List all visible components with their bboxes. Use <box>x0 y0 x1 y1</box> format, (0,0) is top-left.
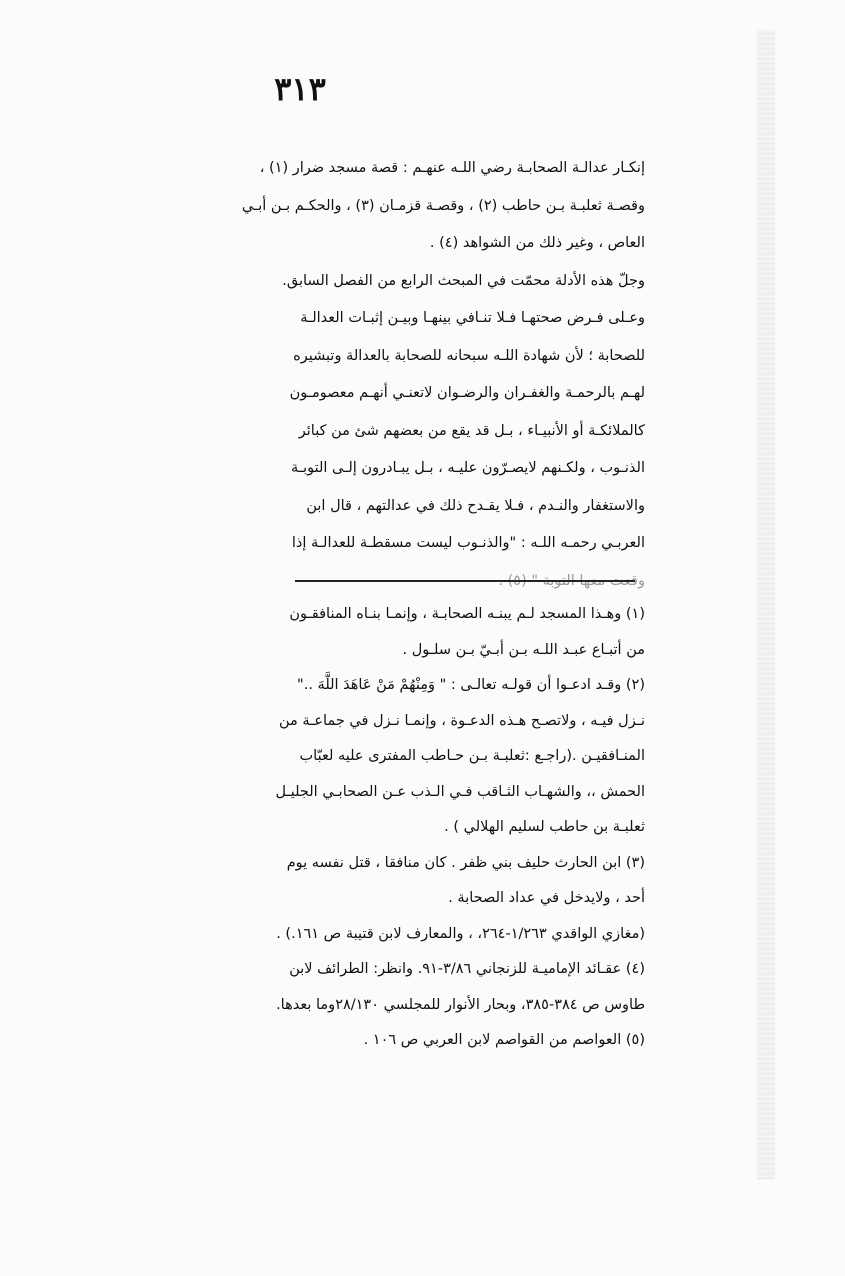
footnote-line: (٢) وقـد ادعـوا أن قولـه تعالـى : " وَمِنْهُمْ مَنْ عَاهَدَ اللَّهَ .." <box>297 677 645 693</box>
body-line: العاص ، وغير ذلك من الشواهد (٤) . <box>429 235 645 251</box>
body-line: وقصـة ثعلبـة بـن حاطب (٢) ، وقصـة قزمـان (٣) ، والحكـم بـن أبـي <box>241 197 645 214</box>
body-line: الذنـوب ، ولكـنهم لايصـرّون عليـه ، بـل يبـادرون إلـى التوبـة <box>291 460 645 476</box>
footnote-line: من أتبـاع عبـد اللـه بـن أبـيّ بـن سلـول . <box>402 641 645 658</box>
body-line: وقعت معها التوبة " (٥) . <box>498 572 645 589</box>
footnote-line: الحمش ،، والشهـاب الثـاقب فـي الـذب عـن الصحابـي الجليـل <box>275 783 645 800</box>
footnotes <box>65 597 645 1059</box>
footnote-line: (مغازي الواقدي ١/٢٦٣-٢٦٤، ، والمعارف لابن قتيبة ص ١٦١.) . <box>276 925 645 942</box>
body-line: والاستغفار والنـدم ، فـلا يقـدح ذلك في عدالتهم ، قال ابن <box>306 497 645 514</box>
body-line: للصحابة ؛ لأن شهادة اللـه سبحانه للصحابة بالعدالة وتبشيره <box>293 347 645 364</box>
footnote-line: (١) وهـذا المسجد لـم يبنـه الصحابـة ، وإنمـا بنـاه المنافقـون <box>289 606 645 622</box>
footnote-line: نـزل فيـه ، ولاتصـح هـذه الدعـوة ، وإنمـا نـزل في جماعـة من <box>278 712 645 729</box>
footnote-line: (٤) عقـائد الإماميـة للزنجاني ٣/٨٦-٩١. وانظر: الطرائف لابن <box>289 961 645 977</box>
footnote-line: طاوس ص ٣٨٤-٣٨٥، وبحار الأنوار للمجلسي ٢٨/١٣٠وما بعدها. <box>276 996 645 1013</box>
body-line: كالملائكـة أو الأنبيـاء ، بـل قد يقع من بعضهم شئ من كبائر <box>298 422 645 439</box>
body-line: العربـي رحمـه اللـه : "والذنـوب ليست مسقطـة للعدالـة إذا <box>291 535 645 551</box>
footnote-line: (٣) ابن الحارث حليف بني ظفر . كان منافقا ، قتل نفسه يوم <box>286 854 645 871</box>
footnote-line: المنـافقيـن .(راجـع :ثعلبـة بـن حـاطب المفترى عليه لعبّاب <box>299 748 645 764</box>
main-text <box>65 150 645 600</box>
body-line: وجلّ هذه الأدلة محمّت في المبحث الرابع من الفصل السابق. <box>282 272 645 289</box>
body-line: إنكـار عدالـة الصحابـة رضي اللـه عنهـم : قصة مسجد ضرار (١) ، <box>259 160 645 176</box>
body-line: وعـلى فـرض صحتهـا فـلا تنـافي بينهـا وبيـن إثبـات العدالـة <box>300 310 645 326</box>
footnote-line: أحد ، ولايدخل في عداد الصحابة . <box>448 890 645 906</box>
footnote-line: (٥) العواصم من القواصم لابن العربي ص ١٠٦ . <box>363 1032 645 1048</box>
scan-edge-artifact <box>757 30 775 1180</box>
footnote-separator <box>295 580 635 582</box>
page-number: ٣١٣ <box>274 70 326 108</box>
body-line: لهـم بالرحمـة والغفـران والرضـوان لاتعنـي أنهـم معصومـون <box>289 385 645 401</box>
footnote-line: ثعلبـة بن حاطب لسليم الهلالي ) . <box>444 819 645 835</box>
